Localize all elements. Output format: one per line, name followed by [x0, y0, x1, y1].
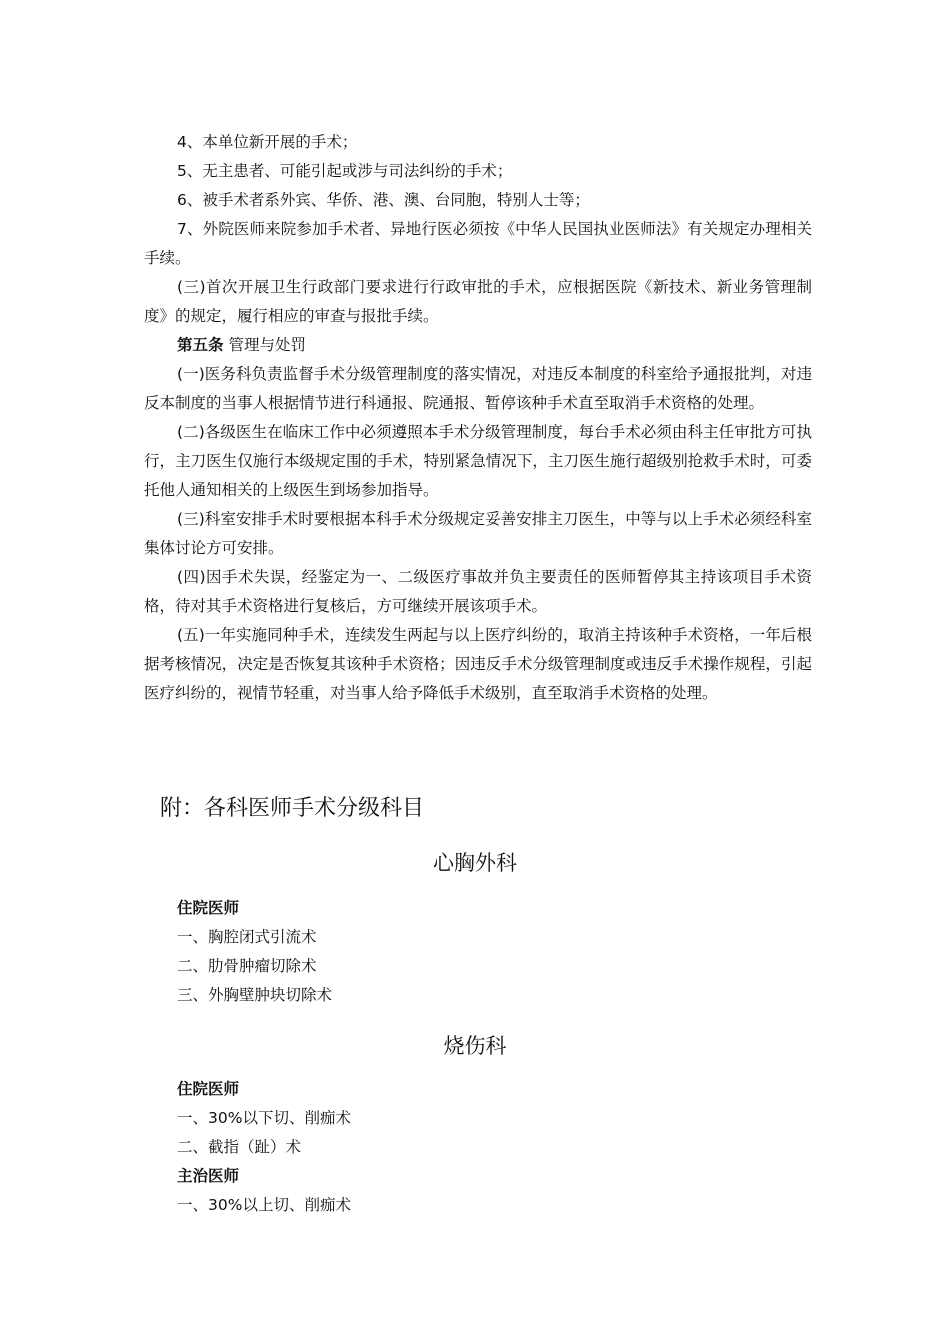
article-5-clause-4: (四)因手术失误，经鉴定为一、二级医疗事故并负主要责任的医师暂停其主持该项目手术资格，待对其手术资格进行复核后，方可继续开展该项手术。 — [144, 568, 812, 615]
item-4: 4、本单位新开展的手术； — [177, 133, 358, 151]
article-5-clause-2: (二)各级医生在临床工作中必须遵照本手术分级管理制度，每台手术必须由科主任审批方可执行，主刀医生仅施行本级规定围的手术，特别紧急情况下，主刀医生施行超级别抢救手术时，可委托他人通知相关的上级医生到场参加指导。 — [144, 423, 812, 499]
item-5: 5、无主患者、可能引起或涉与司法纠纷的手术； — [177, 162, 513, 180]
cardio-heading: 心胸外科 — [433, 851, 517, 875]
article-5-heading — [144, 331, 812, 360]
burn-block — [177, 1075, 817, 1220]
cardio-role-resident: 住院医师 — [177, 899, 240, 917]
burn-heading: 烧伤科 — [443, 1034, 507, 1058]
policy-body — [144, 128, 812, 708]
list-item: 二、肋骨肿瘤切除术 — [177, 957, 317, 975]
item-7: 7、外院医师来院参加手术者、异地行医必须按《中华人民国执业医师法》有关规定办理相关手续。 — [144, 220, 812, 267]
burn-role-resident: 住院医师 — [177, 1080, 240, 1098]
list-item: 一、胸腔闭式引流术 — [177, 928, 317, 946]
list-item: 二、截指（趾）术 — [177, 1138, 302, 1156]
list-item: 三、外胸壁肿块切除术 — [177, 986, 333, 1004]
cardio-block — [177, 894, 817, 1010]
list-item: 一、30%以上切、削痂术 — [177, 1196, 351, 1214]
appendix-title: 附：各科医师手术分级科目 — [160, 796, 425, 821]
article-5-clause-5: (五)一年实施同种手术，连续发生两起与以上医疗纠纷的，取消主持该种手术资格，一年后根据考核情况，决定是否恢复其该种手术资格；因违反手术分级管理制度或违反手术操作规程，引起医疗纠纷的，视情节轻重，对当事人给予降低手术级别，直至取消手术资格的处理。 — [144, 626, 812, 702]
burn-role-attending: 主治医师 — [177, 1167, 240, 1185]
article-5-clause-3: (三)科室安排手术时要根据本科手术分级规定妥善安排主刀医生，中等与以上手术必须经科室集体讨论方可安排。 — [144, 510, 812, 557]
article-5-clause-1: (一)医务科负责监督手术分级管理制度的落实情况，对违反本制度的科室给予通报批判，对违反本制度的当事人根据情节进行科通报、院通报、暂停该种手术直至取消手术资格的处理。 — [144, 365, 812, 412]
clause-3-approval: (三)首次开展卫生行政部门要求进行行政审批的手术，应根据医院《新技术、新业务管理制度》的规定，履行相应的审查与报批手续。 — [144, 278, 812, 325]
list-item: 一、30%以下切、削痂术 — [177, 1109, 351, 1127]
article-5-title: 管理与处罚 — [223, 336, 306, 354]
item-6: 6、被手术者系外宾、华侨、港、澳、台同胞，特别人士等； — [177, 191, 590, 209]
article-5-label: 第五条 — [177, 336, 224, 354]
